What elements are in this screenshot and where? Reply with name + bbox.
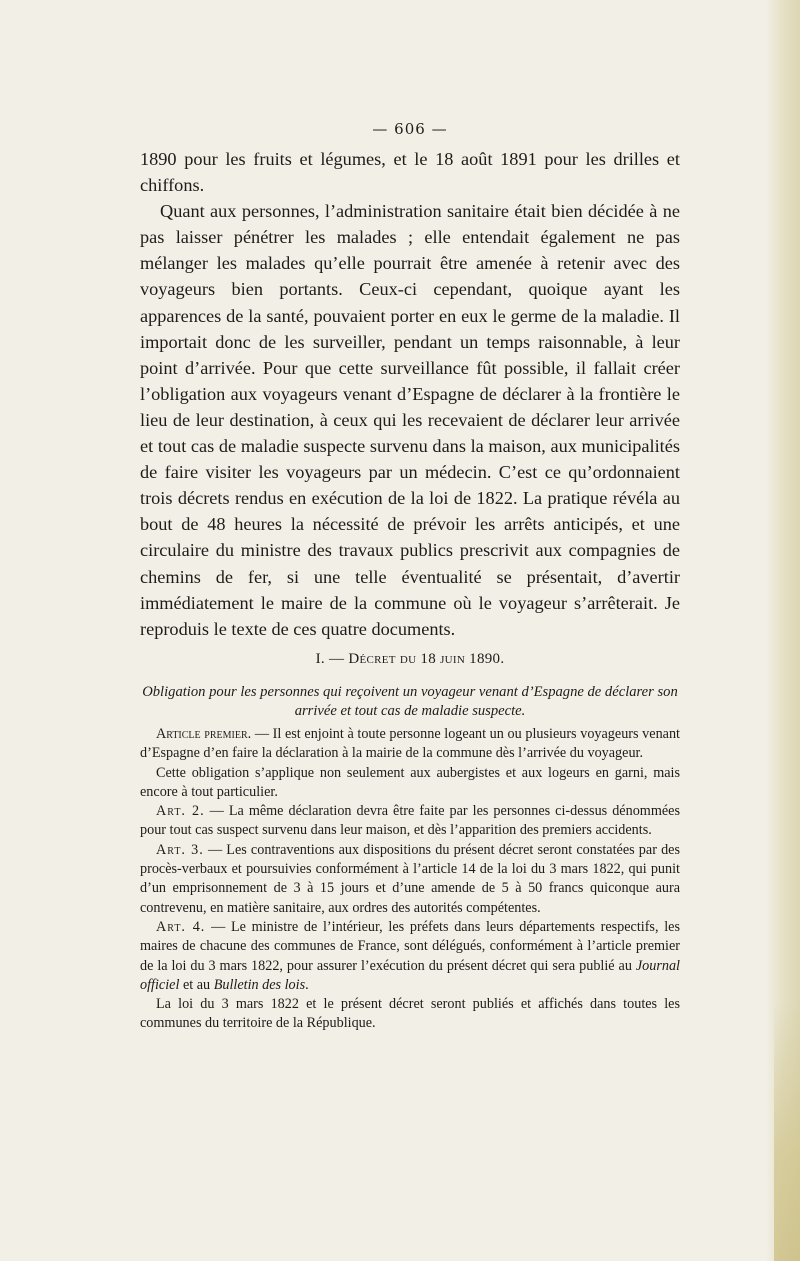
body-text bbox=[140, 146, 680, 642]
journal-officiel-ref: Journal officiel bbox=[140, 957, 680, 993]
article-3 bbox=[140, 841, 680, 918]
page-number: — 606 — bbox=[372, 120, 448, 138]
paragraph-continuation: 1890 pour les fruits et légumes, et le 18 août 1891 pour les drilles et chiffons. bbox=[140, 149, 680, 196]
section-label: Décret du bbox=[348, 651, 417, 667]
article-2-lead: Art. 2. bbox=[156, 803, 205, 820]
article-3-lead: Art. 3. bbox=[156, 841, 204, 858]
decree-subtitle: Obligation pour les personnes qui reçoivent un voyageur venant d’Espagne de déclarer son arrivée et tout cas de maladie suspecte. bbox=[142, 684, 678, 719]
article-4-text-b: et au bbox=[179, 976, 214, 993]
article-1 bbox=[140, 725, 680, 764]
article-4 bbox=[140, 918, 680, 995]
article-1-text: — Il est enjoint à toute personne logeant un ou plusieurs voyageurs venant d’Espagne d’en faire la déclaration à la mairie de la commune dès l’arrivée du voyageur. bbox=[140, 726, 681, 762]
paragraph-persons: Quant aux personnes, l’administration sanitaire était bien décidée à ne pas laisser pénétrer les malades ; elle entendait également ne pas mélanger les malades qu’elle pourrait être amenée à retenir avec des voyageurs bien portants. Ceux-ci cependant, quoique ayant les apparences de la santé, pouvaient porter en eux le germe de la maladie. Il importait donc de les surveiller, pendant un temps raisonnable, à leur point d’arrivée. Pour que cette surveillance fût possible, il fallait créer l’obligation aux voyageurs venant d’Espagne de déclarer à la frontière le lieu de leur destination, à ceux qui les recevaient de déclarer leur arrivée et tout cas de maladie suspecte survenu dans la maison, aux municipalités de faire visiter les voyageurs par un médecin. C’est ce qu’ordonnaient trois décrets rendus en exécution de la loi de 1822. La pratique révéla au bout de 48 heures la nécessité de prévoir les arrêts anticipés, et une circulaire du ministre des travaux publics prescrivit aux compagnies de chemins de fer, si une telle éventualité se présentait, d’avertir immédiatement le maire de la commune où le voyageur s’arrêterait. Je reproduis le texte de ces quatre documents. bbox=[140, 201, 680, 639]
section-heading bbox=[140, 651, 680, 668]
bulletin-des-lois-ref: Bulletin des lois bbox=[213, 976, 306, 993]
final-paragraph: La loi du 3 mars 1822 et le présent décret seront publiés et affichés dans toutes les communes du territoire de la République. bbox=[140, 996, 680, 1032]
article-2 bbox=[140, 802, 680, 841]
section-number: I. — bbox=[315, 651, 345, 667]
article-4-text-c: . bbox=[305, 976, 309, 993]
section-date: 18 juin 1890. bbox=[420, 651, 505, 667]
article-4-text-a: — Le ministre de l’intérieur, les préfets dans leurs départements respectifs, les maires de chacune des communes de France, sont délégués, conformément à l’article premier de la loi du 3 mars 1822, pour assurer l’exécution du présent décret qui sera publié au bbox=[140, 918, 680, 974]
article-3-text: — Les contraventions aux dispositions du présent décret seront constatées par des procès-verbaux et poursuivies conformément à l’article 14 de la loi du 3 mars 1822, qui punit d’un emprisonnement de 3 à 15 jours et d’une amende de 5 à 50 francs quiconque aura contrevenu, en matière sanitaire, aux ordres des autorités compétentes. bbox=[140, 841, 680, 916]
article-2-text: — La même déclaration devra être faite par les personnes ci-dessus dénommées pour tout cas suspect survenu dans leur maison, et dès l’apparition des premiers accidents. bbox=[140, 803, 680, 839]
page-edge-stain bbox=[774, 1000, 800, 1261]
article-1-continuation: Cette obligation s’applique non seulement aux aubergistes et aux logeurs en garni, mais encore à tout particulier. bbox=[140, 764, 680, 800]
article-4-lead: Art. 4. bbox=[156, 918, 206, 935]
decree-text bbox=[140, 725, 680, 1034]
article-1-lead: Article premier. bbox=[156, 726, 252, 742]
